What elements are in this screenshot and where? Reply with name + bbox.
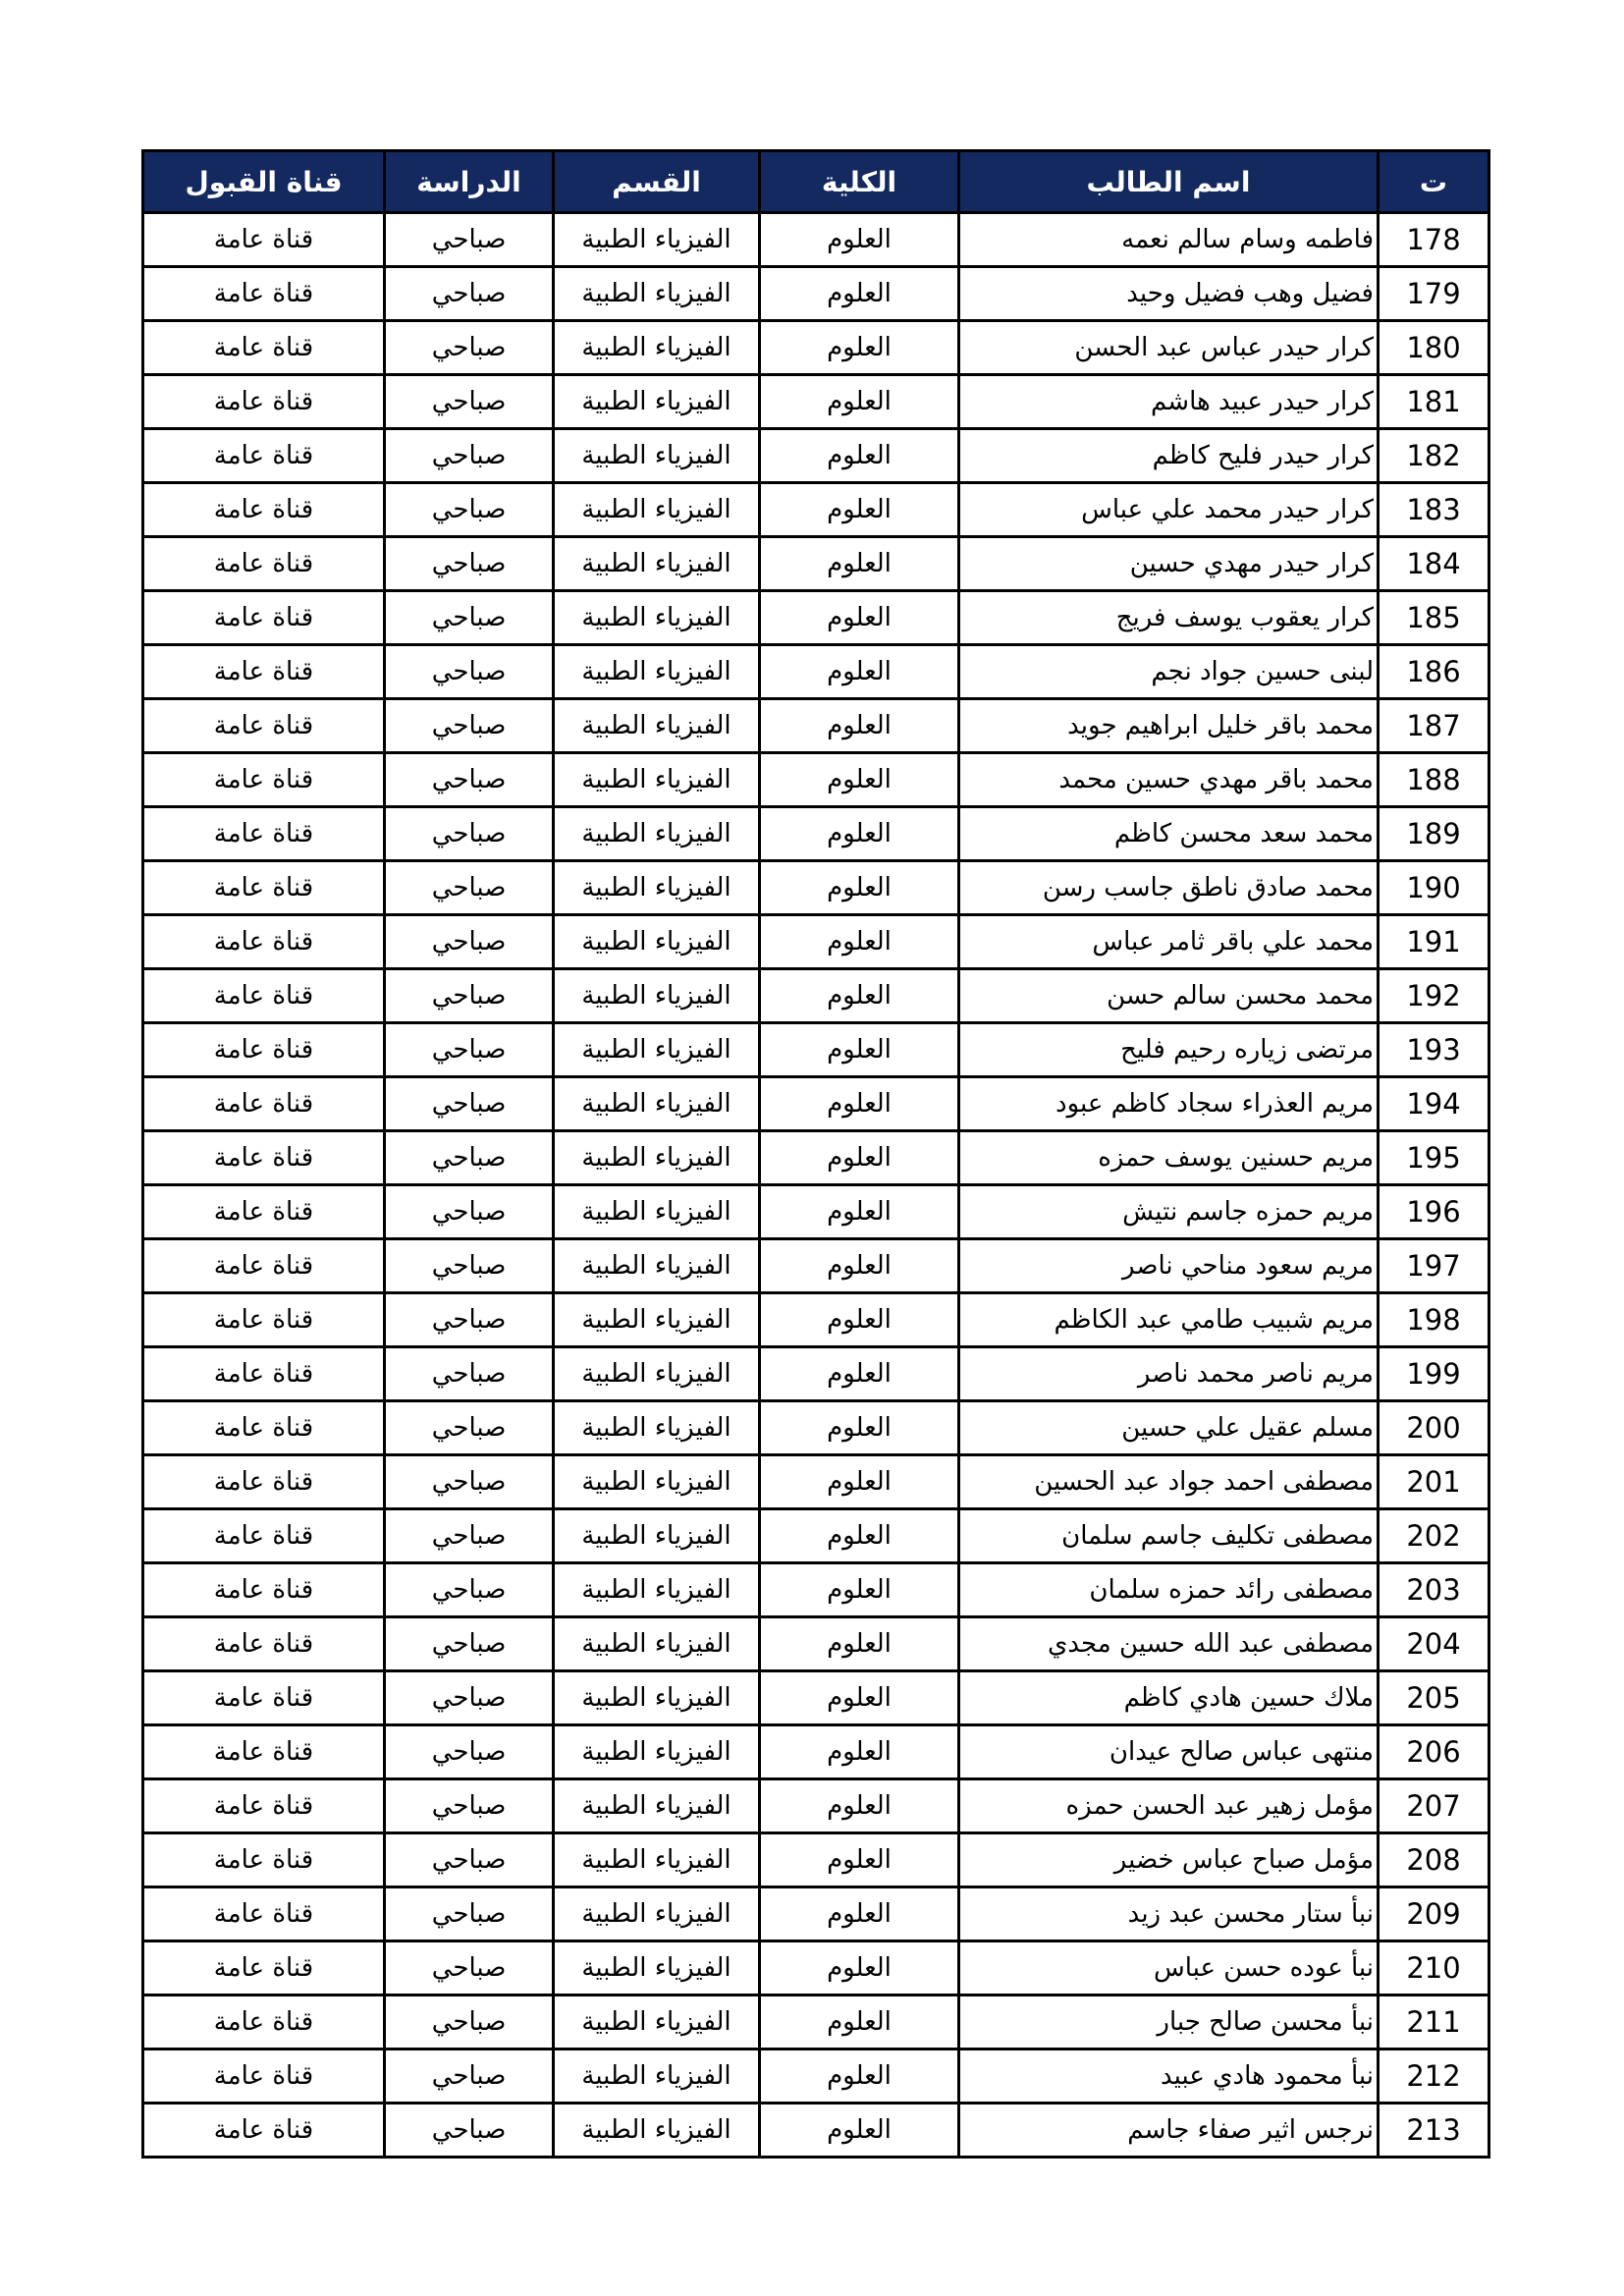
cell-student-name: فضيل وهب فضيل وحيد bbox=[959, 267, 1379, 321]
cell-study: صباحي bbox=[385, 1401, 554, 1455]
cell-department: الفيزياء الطبية bbox=[554, 429, 760, 483]
cell-student-name: مريم ناصر محمد ناصر bbox=[959, 1347, 1379, 1401]
cell-channel: قناة عامة bbox=[143, 1995, 385, 2050]
cell-college: العلوم bbox=[760, 699, 959, 753]
cell-study: صباحي bbox=[385, 1131, 554, 1185]
cell-study: صباحي bbox=[385, 1779, 554, 1833]
cell-college: العلوم bbox=[760, 1401, 959, 1455]
cell-index: 191 bbox=[1379, 915, 1489, 969]
cell-index: 183 bbox=[1379, 483, 1489, 537]
cell-study: صباحي bbox=[385, 375, 554, 429]
cell-study: صباحي bbox=[385, 915, 554, 969]
cell-study: صباحي bbox=[385, 1293, 554, 1347]
cell-college: العلوم bbox=[760, 483, 959, 537]
cell-college: العلوم bbox=[760, 1131, 959, 1185]
table-row bbox=[143, 375, 1489, 429]
cell-department: الفيزياء الطبية bbox=[554, 1779, 760, 1833]
cell-college: العلوم bbox=[760, 267, 959, 321]
cell-student-name: محمد علي باقر ثامر عباس bbox=[959, 915, 1379, 969]
cell-channel: قناة عامة bbox=[143, 645, 385, 699]
cell-college: العلوم bbox=[760, 645, 959, 699]
cell-study: صباحي bbox=[385, 645, 554, 699]
cell-student-name: مريم حمزه جاسم نتيش bbox=[959, 1185, 1379, 1239]
cell-department: الفيزياء الطبية bbox=[554, 483, 760, 537]
cell-department: الفيزياء الطبية bbox=[554, 1617, 760, 1671]
cell-student-name: مصطفى عبد الله حسين مجدي bbox=[959, 1617, 1379, 1671]
cell-index: 198 bbox=[1379, 1293, 1489, 1347]
cell-study: صباحي bbox=[385, 2050, 554, 2104]
cell-channel: قناة عامة bbox=[143, 429, 385, 483]
cell-channel: قناة عامة bbox=[143, 483, 385, 537]
cell-study: صباحي bbox=[385, 267, 554, 321]
cell-department: الفيزياء الطبية bbox=[554, 1401, 760, 1455]
cell-college: العلوم bbox=[760, 969, 959, 1023]
cell-index: 187 bbox=[1379, 699, 1489, 753]
cell-index: 207 bbox=[1379, 1779, 1489, 1833]
table-row bbox=[143, 861, 1489, 915]
cell-channel: قناة عامة bbox=[143, 807, 385, 861]
cell-student-name: محمد باقر خليل ابراهيم جويد bbox=[959, 699, 1379, 753]
cell-department: الفيزياء الطبية bbox=[554, 1023, 760, 1077]
table-row bbox=[143, 267, 1489, 321]
students-table bbox=[141, 149, 1490, 2159]
cell-study: صباحي bbox=[385, 1887, 554, 1941]
cell-student-name: محمد صادق ناطق جاسب رسن bbox=[959, 861, 1379, 915]
cell-student-name: محمد محسن سالم حسن bbox=[959, 969, 1379, 1023]
cell-channel: قناة عامة bbox=[143, 537, 385, 591]
cell-department: الفيزياء الطبية bbox=[554, 1293, 760, 1347]
cell-student-name: مرتضى زياره رحيم فليح bbox=[959, 1023, 1379, 1077]
cell-college: العلوم bbox=[760, 1023, 959, 1077]
table-row bbox=[143, 537, 1489, 591]
cell-student-name: نبأ محمود هادي عبيد bbox=[959, 2050, 1379, 2104]
table-row bbox=[143, 1995, 1489, 2050]
table-header bbox=[143, 151, 1489, 213]
cell-student-name: محمد باقر مهدي حسين محمد bbox=[959, 753, 1379, 807]
cell-college: العلوم bbox=[760, 537, 959, 591]
cell-study: صباحي bbox=[385, 1833, 554, 1887]
cell-study: صباحي bbox=[385, 2104, 554, 2158]
cell-index: 204 bbox=[1379, 1617, 1489, 1671]
cell-college: العلوم bbox=[760, 1617, 959, 1671]
header-cell-name: اسم الطالب bbox=[959, 151, 1379, 213]
cell-index: 197 bbox=[1379, 1239, 1489, 1293]
table-row bbox=[143, 699, 1489, 753]
cell-department: الفيزياء الطبية bbox=[554, 1347, 760, 1401]
cell-study: صباحي bbox=[385, 1725, 554, 1779]
cell-channel: قناة عامة bbox=[143, 1941, 385, 1995]
cell-study: صباحي bbox=[385, 1455, 554, 1509]
cell-study: صباحي bbox=[385, 321, 554, 375]
cell-college: العلوم bbox=[760, 321, 959, 375]
cell-channel: قناة عامة bbox=[143, 1617, 385, 1671]
cell-index: 194 bbox=[1379, 1077, 1489, 1131]
cell-study: صباحي bbox=[385, 1023, 554, 1077]
cell-study: صباحي bbox=[385, 699, 554, 753]
cell-channel: قناة عامة bbox=[143, 2050, 385, 2104]
cell-index: 199 bbox=[1379, 1347, 1489, 1401]
header-cell-study: الدراسة bbox=[385, 151, 554, 213]
cell-study: صباحي bbox=[385, 1995, 554, 2050]
cell-channel: قناة عامة bbox=[143, 2104, 385, 2158]
cell-study: صباحي bbox=[385, 1671, 554, 1725]
table-row bbox=[143, 645, 1489, 699]
cell-department: الفيزياء الطبية bbox=[554, 753, 760, 807]
cell-channel: قناة عامة bbox=[143, 1023, 385, 1077]
cell-department: الفيزياء الطبية bbox=[554, 2104, 760, 2158]
cell-channel: قناة عامة bbox=[143, 1185, 385, 1239]
cell-study: صباحي bbox=[385, 1185, 554, 1239]
table-row bbox=[143, 1077, 1489, 1131]
table-row bbox=[143, 1941, 1489, 1995]
cell-college: العلوم bbox=[760, 1185, 959, 1239]
cell-student-name: كرار حيدر عبيد هاشم bbox=[959, 375, 1379, 429]
cell-index: 203 bbox=[1379, 1563, 1489, 1617]
cell-department: الفيزياء الطبية bbox=[554, 1185, 760, 1239]
cell-student-name: ملاك حسين هادي كاظم bbox=[959, 1671, 1379, 1725]
cell-index: 189 bbox=[1379, 807, 1489, 861]
cell-channel: قناة عامة bbox=[143, 1401, 385, 1455]
table-body bbox=[143, 213, 1489, 2158]
cell-study: صباحي bbox=[385, 861, 554, 915]
cell-department: الفيزياء الطبية bbox=[554, 591, 760, 645]
cell-department: الفيزياء الطبية bbox=[554, 1995, 760, 2050]
cell-college: العلوم bbox=[760, 1671, 959, 1725]
cell-student-name: كرار يعقوب يوسف فريج bbox=[959, 591, 1379, 645]
table-row bbox=[143, 1455, 1489, 1509]
cell-study: صباحي bbox=[385, 1563, 554, 1617]
cell-channel: قناة عامة bbox=[143, 1347, 385, 1401]
cell-study: صباحي bbox=[385, 591, 554, 645]
table-row bbox=[143, 1131, 1489, 1185]
cell-index: 188 bbox=[1379, 753, 1489, 807]
cell-study: صباحي bbox=[385, 1941, 554, 1995]
cell-student-name: نرجس اثير صفاء جاسم bbox=[959, 2104, 1379, 2158]
table-row bbox=[143, 1185, 1489, 1239]
cell-college: العلوم bbox=[760, 1455, 959, 1509]
cell-student-name: مصطفى تكليف جاسم سلمان bbox=[959, 1509, 1379, 1563]
cell-index: 193 bbox=[1379, 1023, 1489, 1077]
table-row bbox=[143, 1023, 1489, 1077]
cell-student-name: كرار حيدر محمد علي عباس bbox=[959, 483, 1379, 537]
cell-study: صباحي bbox=[385, 1077, 554, 1131]
table-row bbox=[143, 1887, 1489, 1941]
cell-index: 211 bbox=[1379, 1995, 1489, 2050]
cell-college: العلوم bbox=[760, 1779, 959, 1833]
cell-college: العلوم bbox=[760, 1941, 959, 1995]
cell-study: صباحي bbox=[385, 429, 554, 483]
cell-index: 200 bbox=[1379, 1401, 1489, 1455]
cell-channel: قناة عامة bbox=[143, 699, 385, 753]
cell-college: العلوم bbox=[760, 1563, 959, 1617]
cell-channel: قناة عامة bbox=[143, 1563, 385, 1617]
cell-index: 181 bbox=[1379, 375, 1489, 429]
cell-channel: قناة عامة bbox=[143, 1509, 385, 1563]
cell-index: 212 bbox=[1379, 2050, 1489, 2104]
cell-student-name: مؤمل صباح عباس خضير bbox=[959, 1833, 1379, 1887]
table-row bbox=[143, 1401, 1489, 1455]
cell-college: العلوم bbox=[760, 1995, 959, 2050]
cell-department: الفيزياء الطبية bbox=[554, 1833, 760, 1887]
cell-department: الفيزياء الطبية bbox=[554, 1671, 760, 1725]
table-row bbox=[143, 2050, 1489, 2104]
cell-department: الفيزياء الطبية bbox=[554, 645, 760, 699]
cell-channel: قناة عامة bbox=[143, 321, 385, 375]
cell-channel: قناة عامة bbox=[143, 1725, 385, 1779]
cell-department: الفيزياء الطبية bbox=[554, 213, 760, 267]
cell-index: 210 bbox=[1379, 1941, 1489, 1995]
cell-index: 178 bbox=[1379, 213, 1489, 267]
cell-student-name: كرار حيدر مهدي حسين bbox=[959, 537, 1379, 591]
table-row bbox=[143, 321, 1489, 375]
table-row bbox=[143, 429, 1489, 483]
header-cell-channel: قناة القبول bbox=[143, 151, 385, 213]
cell-college: العلوم bbox=[760, 591, 959, 645]
cell-channel: قناة عامة bbox=[143, 1671, 385, 1725]
cell-index: 196 bbox=[1379, 1185, 1489, 1239]
cell-study: صباحي bbox=[385, 1347, 554, 1401]
cell-channel: قناة عامة bbox=[143, 1833, 385, 1887]
cell-index: 186 bbox=[1379, 645, 1489, 699]
cell-college: العلوم bbox=[760, 375, 959, 429]
cell-index: 182 bbox=[1379, 429, 1489, 483]
cell-student-name: مصطفى رائد حمزه سلمان bbox=[959, 1563, 1379, 1617]
cell-college: العلوم bbox=[760, 807, 959, 861]
cell-college: العلوم bbox=[760, 1509, 959, 1563]
cell-department: الفيزياء الطبية bbox=[554, 1887, 760, 1941]
cell-student-name: محمد سعد محسن كاظم bbox=[959, 807, 1379, 861]
table-row bbox=[143, 915, 1489, 969]
table-row bbox=[143, 807, 1489, 861]
header-row bbox=[143, 151, 1489, 213]
cell-index: 195 bbox=[1379, 1131, 1489, 1185]
table-row bbox=[143, 1725, 1489, 1779]
table-row bbox=[143, 483, 1489, 537]
cell-college: العلوم bbox=[760, 1077, 959, 1131]
cell-department: الفيزياء الطبية bbox=[554, 1725, 760, 1779]
cell-college: العلوم bbox=[760, 1239, 959, 1293]
cell-study: صباحي bbox=[385, 1509, 554, 1563]
cell-department: الفيزياء الطبية bbox=[554, 807, 760, 861]
cell-study: صباحي bbox=[385, 483, 554, 537]
cell-college: العلوم bbox=[760, 213, 959, 267]
cell-study: صباحي bbox=[385, 753, 554, 807]
cell-department: الفيزياء الطبية bbox=[554, 699, 760, 753]
cell-study: صباحي bbox=[385, 969, 554, 1023]
cell-study: صباحي bbox=[385, 213, 554, 267]
header-cell-index: ت bbox=[1379, 151, 1489, 213]
cell-department: الفيزياء الطبية bbox=[554, 861, 760, 915]
cell-student-name: مريم شبيب طامي عبد الكاظم bbox=[959, 1293, 1379, 1347]
cell-index: 185 bbox=[1379, 591, 1489, 645]
cell-index: 208 bbox=[1379, 1833, 1489, 1887]
cell-index: 190 bbox=[1379, 861, 1489, 915]
cell-study: صباحي bbox=[385, 537, 554, 591]
cell-college: العلوم bbox=[760, 429, 959, 483]
cell-channel: قناة عامة bbox=[143, 1293, 385, 1347]
cell-study: صباحي bbox=[385, 1239, 554, 1293]
cell-index: 179 bbox=[1379, 267, 1489, 321]
cell-college: العلوم bbox=[760, 753, 959, 807]
cell-index: 180 bbox=[1379, 321, 1489, 375]
table-row bbox=[143, 1293, 1489, 1347]
header-cell-college: الكلية bbox=[760, 151, 959, 213]
cell-college: العلوم bbox=[760, 861, 959, 915]
cell-department: الفيزياء الطبية bbox=[554, 537, 760, 591]
cell-college: العلوم bbox=[760, 1887, 959, 1941]
cell-college: العلوم bbox=[760, 1293, 959, 1347]
cell-department: الفيزياء الطبية bbox=[554, 267, 760, 321]
cell-department: الفيزياء الطبية bbox=[554, 969, 760, 1023]
cell-student-name: كرار حيدر عباس عبد الحسن bbox=[959, 321, 1379, 375]
cell-student-name: نبأ عوده حسن عباس bbox=[959, 1941, 1379, 1995]
cell-college: العلوم bbox=[760, 1833, 959, 1887]
table-row bbox=[143, 969, 1489, 1023]
cell-student-name: لبنى حسين جواد نجم bbox=[959, 645, 1379, 699]
cell-student-name: مريم العذراء سجاد كاظم عبود bbox=[959, 1077, 1379, 1131]
cell-channel: قناة عامة bbox=[143, 591, 385, 645]
cell-channel: قناة عامة bbox=[143, 213, 385, 267]
cell-department: الفيزياء الطبية bbox=[554, 915, 760, 969]
cell-student-name: نبأ ستار محسن عبد زيد bbox=[959, 1887, 1379, 1941]
cell-channel: قناة عامة bbox=[143, 1239, 385, 1293]
table-row bbox=[143, 2104, 1489, 2158]
cell-department: الفيزياء الطبية bbox=[554, 2050, 760, 2104]
cell-department: الفيزياء الطبية bbox=[554, 321, 760, 375]
cell-student-name: مسلم عقيل علي حسين bbox=[959, 1401, 1379, 1455]
cell-department: الفيزياء الطبية bbox=[554, 1077, 760, 1131]
table-row bbox=[143, 591, 1489, 645]
table-row bbox=[143, 1347, 1489, 1401]
cell-channel: قناة عامة bbox=[143, 969, 385, 1023]
cell-college: العلوم bbox=[760, 1725, 959, 1779]
cell-college: العلوم bbox=[760, 1347, 959, 1401]
cell-department: الفيزياء الطبية bbox=[554, 375, 760, 429]
cell-index: 184 bbox=[1379, 537, 1489, 591]
cell-index: 209 bbox=[1379, 1887, 1489, 1941]
cell-department: الفيزياء الطبية bbox=[554, 1509, 760, 1563]
cell-channel: قناة عامة bbox=[143, 1077, 385, 1131]
cell-college: العلوم bbox=[760, 915, 959, 969]
table-row bbox=[143, 1779, 1489, 1833]
cell-college: العلوم bbox=[760, 2050, 959, 2104]
cell-index: 201 bbox=[1379, 1455, 1489, 1509]
cell-student-name: نبأ محسن صالح جبار bbox=[959, 1995, 1379, 2050]
cell-index: 213 bbox=[1379, 2104, 1489, 2158]
table-row bbox=[143, 1239, 1489, 1293]
cell-department: الفيزياء الطبية bbox=[554, 1131, 760, 1185]
cell-channel: قناة عامة bbox=[143, 1779, 385, 1833]
table-row bbox=[143, 213, 1489, 267]
table-row bbox=[143, 1671, 1489, 1725]
table-row bbox=[143, 1563, 1489, 1617]
cell-channel: قناة عامة bbox=[143, 1887, 385, 1941]
cell-channel: قناة عامة bbox=[143, 753, 385, 807]
cell-study: صباحي bbox=[385, 1617, 554, 1671]
cell-student-name: منتهى عباس صالح عيدان bbox=[959, 1725, 1379, 1779]
cell-study: صباحي bbox=[385, 807, 554, 861]
cell-student-name: مريم حسنين يوسف حمزه bbox=[959, 1131, 1379, 1185]
cell-college: العلوم bbox=[760, 2104, 959, 2158]
table-row bbox=[143, 753, 1489, 807]
cell-student-name: مريم سعود مناحي ناصر bbox=[959, 1239, 1379, 1293]
cell-student-name: مصطفى احمد جواد عبد الحسين bbox=[959, 1455, 1379, 1509]
cell-student-name: مؤمل زهير عبد الحسن حمزه bbox=[959, 1779, 1379, 1833]
table-row bbox=[143, 1833, 1489, 1887]
header-cell-department: القسم bbox=[554, 151, 760, 213]
cell-index: 192 bbox=[1379, 969, 1489, 1023]
cell-department: الفيزياء الطبية bbox=[554, 1455, 760, 1509]
cell-channel: قناة عامة bbox=[143, 861, 385, 915]
cell-student-name: كرار حيدر فليح كاظم bbox=[959, 429, 1379, 483]
cell-channel: قناة عامة bbox=[143, 375, 385, 429]
cell-channel: قناة عامة bbox=[143, 1455, 385, 1509]
cell-index: 205 bbox=[1379, 1671, 1489, 1725]
table-row bbox=[143, 1617, 1489, 1671]
cell-index: 206 bbox=[1379, 1725, 1489, 1779]
cell-channel: قناة عامة bbox=[143, 915, 385, 969]
cell-student-name: فاطمه وسام سالم نعمه bbox=[959, 213, 1379, 267]
cell-department: الفيزياء الطبية bbox=[554, 1563, 760, 1617]
cell-index: 202 bbox=[1379, 1509, 1489, 1563]
cell-department: الفيزياء الطبية bbox=[554, 1239, 760, 1293]
cell-channel: قناة عامة bbox=[143, 1131, 385, 1185]
cell-channel: قناة عامة bbox=[143, 267, 385, 321]
table-row bbox=[143, 1509, 1489, 1563]
cell-department: الفيزياء الطبية bbox=[554, 1941, 760, 1995]
